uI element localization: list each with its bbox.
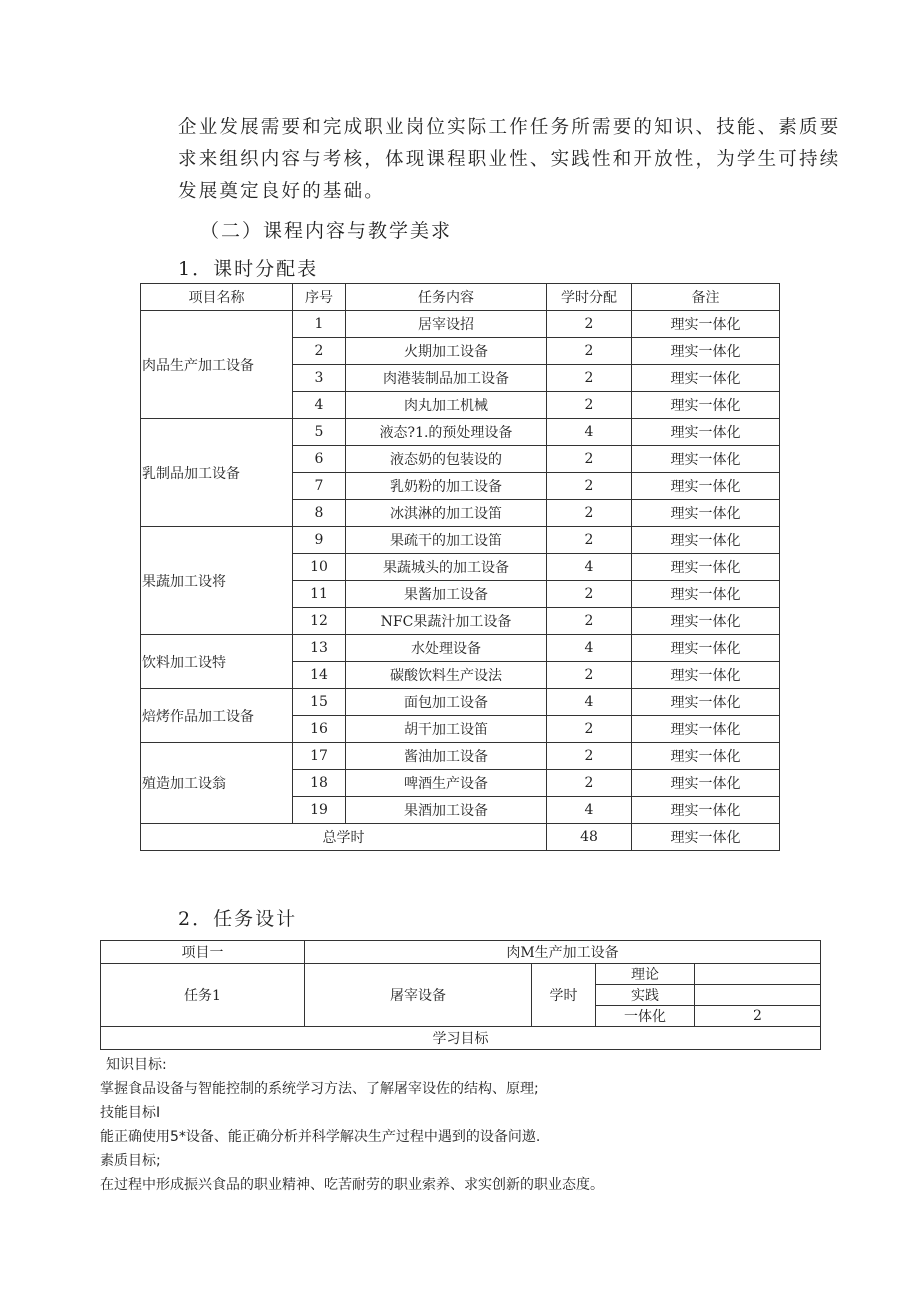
note-value: 理实一体化 (632, 338, 780, 365)
task-name: 屠宰设备 (305, 964, 532, 1027)
column-header: 序号 (293, 284, 346, 311)
hours-value: 4 (547, 419, 632, 446)
knowledge-text: 掌握食品设备与智能控制的系统学习方法、了解屠宰设佐的结构、原理; (100, 1081, 539, 1097)
note-value: 理实一体化 (632, 797, 780, 824)
project-name-cell: 乳制品加工设备 (141, 419, 293, 527)
row-number: 13 (293, 635, 346, 662)
task-content: 碳酸饮料生产设法 (346, 662, 547, 689)
hours-value: 2 (547, 500, 632, 527)
row-number: 7 (293, 473, 346, 500)
hours-table-title: 1．课时分配表 (178, 258, 319, 280)
hours-value: 2 (547, 311, 632, 338)
table-row (141, 689, 780, 716)
row-number: 11 (293, 581, 346, 608)
note-value: 理实一体化 (632, 635, 780, 662)
row-number: 17 (293, 743, 346, 770)
quality-text: 在过程中形成振兴食品的职业精神、吃苦耐劳的职业索养、求实创新的职业态度。 (100, 1177, 604, 1193)
task-content: 胡干加工设笛 (346, 716, 547, 743)
note-value: 理实一体化 (632, 473, 780, 500)
column-header: 任务内容 (346, 284, 547, 311)
table-row (141, 635, 780, 662)
hours-value: 2 (547, 446, 632, 473)
theory-label: 理论 (596, 964, 695, 985)
intro-line: 发展奠定良好的基础。 (178, 181, 386, 202)
hours-value: 4 (547, 797, 632, 824)
note-value: 理实一体化 (632, 365, 780, 392)
hours-value: 2 (547, 392, 632, 419)
row-number: 16 (293, 716, 346, 743)
row-number: 12 (293, 608, 346, 635)
note-value: 理实一体化 (632, 311, 780, 338)
hours-value: 4 (547, 554, 632, 581)
task-content: 水处理设备 (346, 635, 547, 662)
note-value: 理实一体化 (632, 392, 780, 419)
task-content: 火期加工设备 (346, 338, 547, 365)
row-number: 6 (293, 446, 346, 473)
project-label: 项目一 (101, 941, 305, 964)
practice-value (695, 985, 821, 1006)
hours-value: 2 (547, 338, 632, 365)
integrated-label: 一体化 (596, 1006, 695, 1027)
row-number: 14 (293, 662, 346, 689)
project-name: 肉M生产加工设备 (305, 941, 821, 964)
hours-value: 2 (547, 365, 632, 392)
task-content: 酱油加工设备 (346, 743, 547, 770)
project-name-cell: 肉品生产加工设备 (141, 311, 293, 419)
task-content: 果酱加工设备 (346, 581, 547, 608)
task-content: 冰淇淋的加工设笛 (346, 500, 547, 527)
hours-value: 2 (547, 662, 632, 689)
intro-line: 企业发展需要和完成职业岗位实际工作任务所需要的知识、技能、素质要 (178, 117, 841, 138)
row-number: 10 (293, 554, 346, 581)
task-content: 液态?1.的预处理设备 (346, 419, 547, 446)
project-name-cell: 殖造加工设翁 (141, 743, 293, 824)
task-content: 肉丸加工机械 (346, 392, 547, 419)
section-title: （二）课程内容与教学美求 (200, 220, 453, 242)
task-label: 任务1 (101, 964, 305, 1027)
hours-value: 2 (547, 716, 632, 743)
table-row (141, 743, 780, 770)
row-number: 15 (293, 689, 346, 716)
table-header-row (141, 284, 780, 311)
hours-value: 4 (547, 689, 632, 716)
task-content: 果蔬城头的加工设备 (346, 554, 547, 581)
table-row (141, 527, 780, 554)
row-number: 19 (293, 797, 346, 824)
note-value: 理实一体化 (632, 770, 780, 797)
project-name-cell: 果蔬加工设将 (141, 527, 293, 635)
task-content: 果疏干的加工设笛 (346, 527, 547, 554)
note-value: 理实一体化 (632, 446, 780, 473)
row-number: 8 (293, 500, 346, 527)
theory-value (695, 964, 821, 985)
task-content: 果酒加工设备 (346, 797, 547, 824)
task-content: 液态奶的包装设的 (346, 446, 547, 473)
row-number: 9 (293, 527, 346, 554)
note-value: 理实一体化 (632, 500, 780, 527)
note-value: 理实一体化 (632, 689, 780, 716)
note-value: 理实一体化 (632, 419, 780, 446)
total-note: 理实一体化 (632, 824, 780, 851)
note-value: 理实一体化 (632, 662, 780, 689)
task-content: 居宰设招 (346, 311, 547, 338)
row-number: 2 (293, 338, 346, 365)
practice-label: 实践 (596, 985, 695, 1006)
quality-label: 素质目标; (100, 1153, 161, 1169)
objectives-label: 学习目标 (101, 1027, 821, 1050)
project-name-cell: 焙烤作品加工设备 (141, 689, 293, 743)
intro-paragraph (178, 112, 841, 208)
hours-value: 2 (547, 581, 632, 608)
note-value: 理实一体化 (632, 608, 780, 635)
task-content: 肉港装制品加工设备 (346, 365, 547, 392)
table-row (141, 419, 780, 446)
hours-value: 4 (547, 635, 632, 662)
table-row (141, 311, 780, 338)
total-row (141, 824, 780, 851)
task-content: NFC果蔬汁加工设备 (346, 608, 547, 635)
note-value: 理实一体化 (632, 716, 780, 743)
row-number: 4 (293, 392, 346, 419)
knowledge-label: 知识目标: (106, 1057, 167, 1073)
task-design-title: 2．任务设计 (178, 908, 298, 930)
intro-line: 求来组织内容与考核，体现课程职业性、实践性和开放性，为学生可持续 (178, 149, 841, 170)
note-value: 理实一体化 (632, 743, 780, 770)
task-content: 啤酒生产设备 (346, 770, 547, 797)
row-number: 5 (293, 419, 346, 446)
hours-value: 2 (547, 770, 632, 797)
note-value: 理实一体化 (632, 554, 780, 581)
note-value: 理实一体化 (632, 581, 780, 608)
task-design-table (100, 940, 821, 1050)
total-hours: 48 (547, 824, 632, 851)
row-number: 18 (293, 770, 346, 797)
row-number: 1 (293, 311, 346, 338)
skill-text: 能正确使用5*设备、能正确分析并科学解决生产过程中遇到的设备问遨. (100, 1129, 541, 1145)
total-label: 总学时 (141, 824, 547, 851)
note-value: 理实一体化 (632, 527, 780, 554)
task-content: 面包加工设备 (346, 689, 547, 716)
hours-value: 2 (547, 473, 632, 500)
project-name-cell: 饮料加工设特 (141, 635, 293, 689)
integrated-value: 2 (695, 1006, 821, 1027)
row-number: 3 (293, 365, 346, 392)
column-header: 项目名称 (141, 284, 293, 311)
hours-value: 2 (547, 527, 632, 554)
task-content: 乳奶粉的加工设备 (346, 473, 547, 500)
hours-value: 2 (547, 608, 632, 635)
column-header: 学时分配 (547, 284, 632, 311)
column-header: 备注 (632, 284, 780, 311)
skill-label: 技能目标I (100, 1105, 161, 1121)
hours-label: 学时 (532, 964, 596, 1027)
hours-allocation-table (140, 283, 780, 851)
hours-value: 2 (547, 743, 632, 770)
